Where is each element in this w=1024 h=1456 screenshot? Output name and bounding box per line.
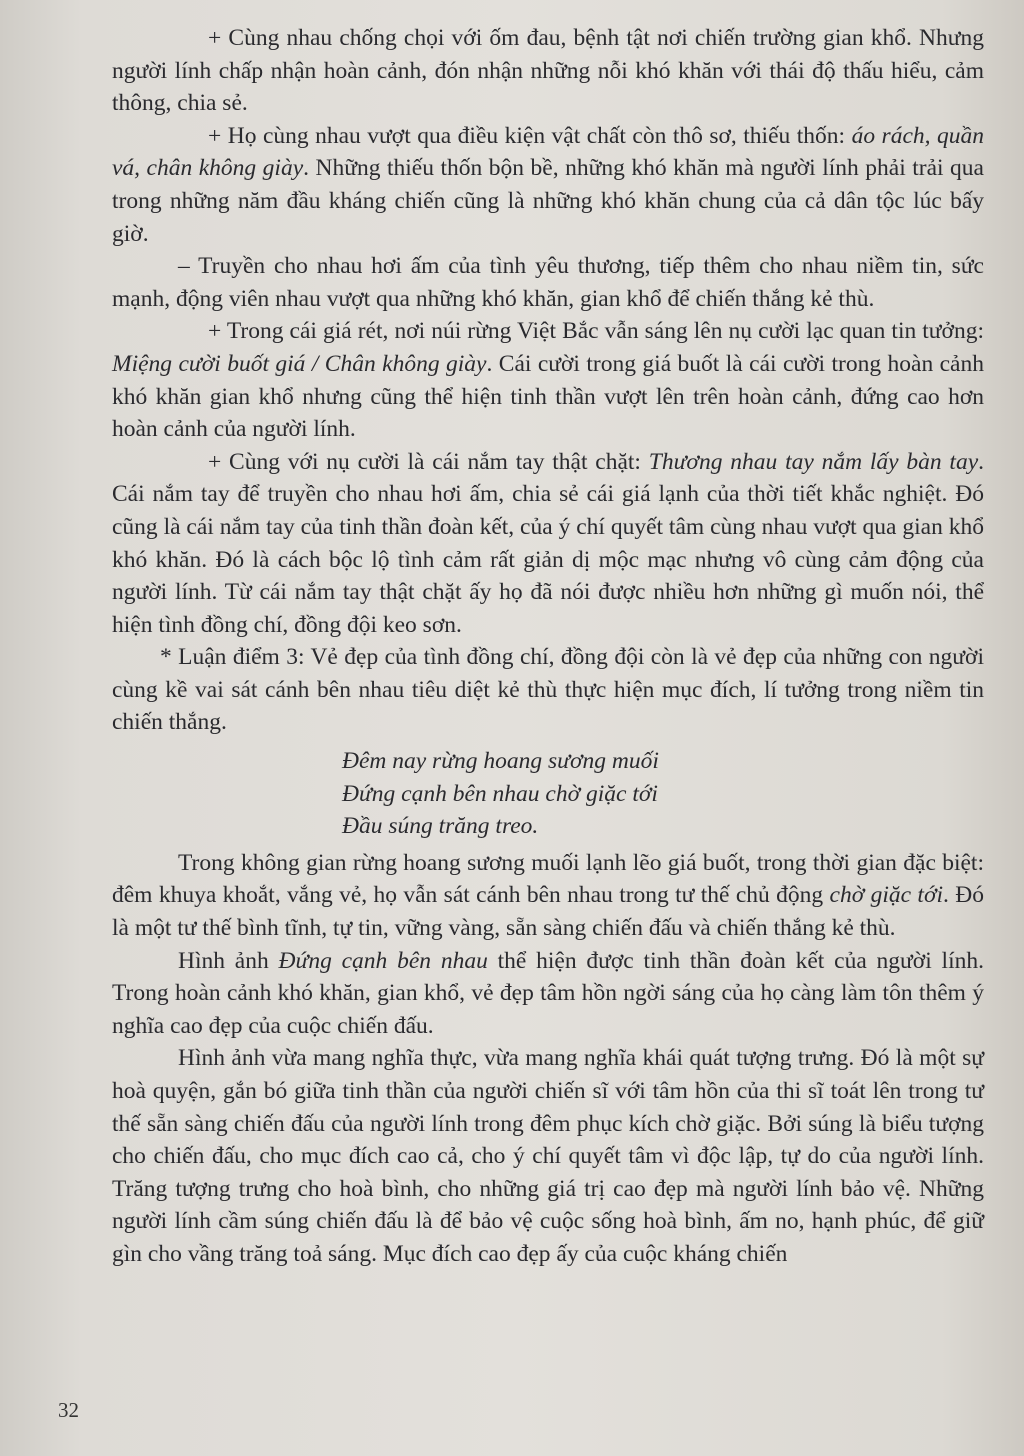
page-body (112, 22, 984, 1271)
paragraph-smile: + Trong cái giá rét, nơi núi rừng Việt Bắc vẫn sáng lên nụ cười lạc quan tin tưởng: Miệng cười buốt giá / Chân không giày. Cái cười trong giá buốt là cái cười trong hoàn cảnh khó khăn gian khổ nhưng cũng thể hiện tinh thần vượt lên trên hoàn cảnh, đứng cao hơn hoàn cảnh của người lính. (112, 318, 984, 443)
poem-excerpt (342, 745, 984, 843)
paragraph-standing-together: Hình ảnh Đứng cạnh bên nhau thể hiện được tinh thần đoàn kết của người lính. Trong hoàn cảnh khó khăn, gian khổ, vẻ đẹp tâm hồn ngời sáng của họ càng làm tôn thêm ý nghĩa cao đẹp của cuộc chiến đấu. (112, 947, 984, 1039)
quote-thuong-nhau: Thương nhau tay nắm lấy bàn tay (648, 448, 979, 475)
poem-line: Đầu súng trăng treo. (342, 813, 539, 840)
paragraph-symbolism: Hình ảnh vừa mang nghĩa thực, vừa mang nghĩa khái quát tượng trưng. Đó là một sự hoà quyện, gắn bó giữa tinh thần của người chiến sĩ với tâm hồn của thi sĩ toát lên trong tư thế sẵn sàng chiến đấu của người lính trong đêm phục kích chờ giặc. Bởi súng là biểu tượng cho chiến đấu, cho mục đích cao cả, cho ý chí quyết tâm vì độc lập, tự do của người lính. Trăng tượng trưng cho hoà bình, cho những giá trị cao đẹp mà người lính bảo vệ. Những người lính cầm súng chiến đấu là để bảo vệ cuộc sống hoà bình, ấm no, hạnh phúc, để giữ gìn cho vầng trăng toả sáng. Mục đích cao đẹp ấy của cuộc kháng chiến (112, 1045, 984, 1267)
page-number: 32 (58, 1398, 79, 1422)
quote-ao-rach: áo rách, quần vá, chân không giày (112, 122, 984, 182)
quote-cho-giac-toi: chờ giặc tới (829, 882, 944, 909)
paragraph-forest-night: Trong không gian rừng hoang sương muối lạnh lẽo giá buốt, trong thời gian đặc biệt: đêm khuya khoắt, vắng vẻ, họ vẫn sát cánh bên nhau trong tư thế chủ động chờ giặc tới. Đó là một tư thế bình tĩnh, tự tin, vững vàng, sẵn sàng chiến đấu và chiến thắng kẻ thù. (112, 849, 984, 942)
poem-line: Đêm nay rừng hoang sương muối (342, 748, 659, 775)
paragraph-handshake: + Cùng với nụ cười là cái nắm tay thật chặt: Thương nhau tay nắm lấy bàn tay. Cái nắm tay để truyền cho nhau hơi ấm, chia sẻ cái giá lạnh của thời tiết khắc nghiệt. Đó cũng là cái nắm tay của tinh thần đoàn kết, của ý chí quyết tâm cùng nhau vượt qua gian khổ khó khăn. Đó là cách bộc lộ tình cảm rất giản dị mộc mạc nhưng vô cùng cảm động của người lính. Từ cái nắm tay thật chặt ấy họ đã nói được nhiều hơn những gì muốn nói, thể hiện tình đồng chí, đồng đội keo sơn. (112, 448, 985, 638)
quote-mieng-cuoi: Miệng cười buốt giá / Chân không giày (112, 350, 487, 377)
poem-line: Đứng cạnh bên nhau chờ giặc tới (342, 780, 658, 807)
paragraph-argument-3: * Luận điểm 3: Vẻ đẹp của tình đồng chí, đồng đội còn là vẻ đẹp của những con người cùng kề vai sát cánh bên nhau tiêu diệt kẻ thù thực hiện mục đích, lí tưởng trong niềm tin chiến thắng. (112, 644, 984, 736)
paragraph-illness: + Cùng nhau chống chọi với ốm đau, bệnh tật nơi chiến trường gian khổ. Nhưng người lính chấp nhận hoàn cảnh, đón nhận những nỗi khó khăn với thái độ thấu hiểu, cảm thông, chia sẻ. (112, 25, 984, 117)
paragraph-material-hardship: + Họ cùng nhau vượt qua điều kiện vật chất còn thô sơ, thiếu thốn: áo rách, quần vá, chân không giày. Những thiếu thốn bộn bề, những khó khăn mà người lính phải trải qua trong những năm đầu kháng chiến cũng là những khó khăn chung của cả dân tộc lúc bấy giờ. (112, 122, 984, 247)
paragraph-warmth: – Truyền cho nhau hơi ấm của tình yêu thương, tiếp thêm cho nhau niềm tin, sức mạnh, động viên nhau vượt qua những khó khăn, gian khổ để chiến thắng kẻ thù. (112, 253, 984, 312)
quote-dung-canh: Đứng cạnh bên nhau (278, 947, 488, 974)
